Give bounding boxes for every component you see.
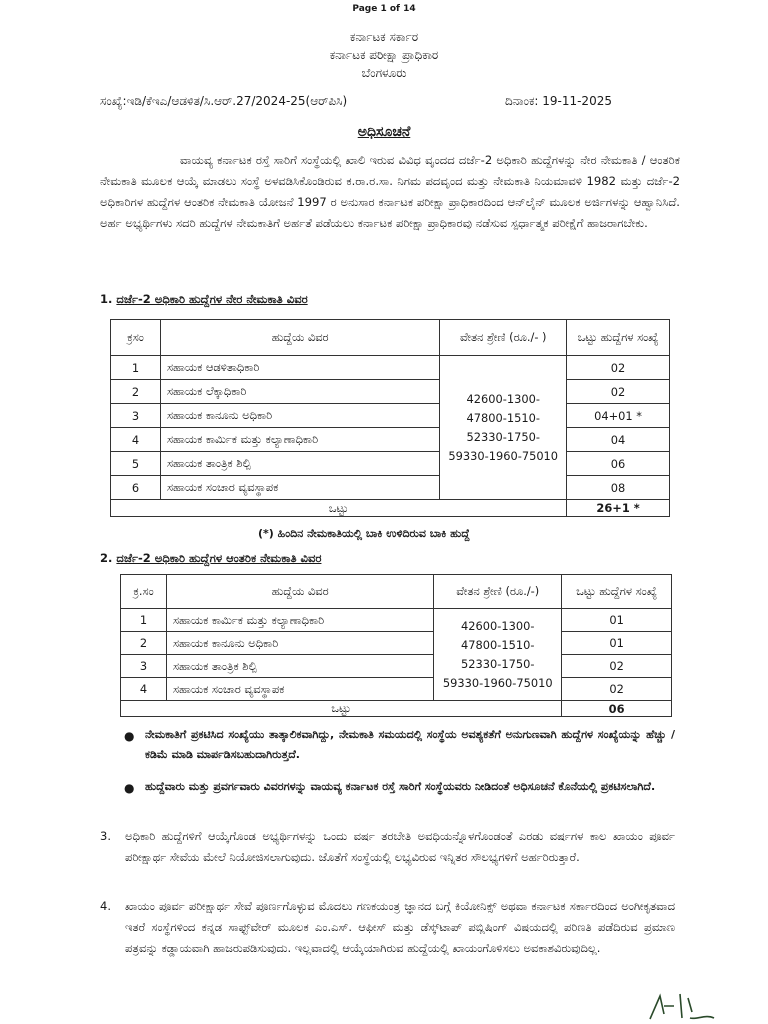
row-post: ಸಹಾಯಕ ತಾಂತ್ರಿಕ ಶಿಲ್ಪಿ <box>166 655 433 678</box>
table-total-row <box>111 500 670 517</box>
table-row <box>121 632 672 655</box>
authority-name: ಕರ್ನಾಟಕ ಪರೀಕ್ಷಾ ಪ್ರಾಧಿಕಾರ <box>329 48 439 62</box>
section2-number: 2. <box>100 551 113 565</box>
section1-title: ದರ್ಜೆ-2 ಅಧಿಕಾರಿ ಹುದ್ದೆಗಳ ನೇರ ನೇಮಕಾತಿ ವಿವರ <box>116 292 308 306</box>
pay-scale-line: 47800-1510- <box>466 410 540 425</box>
total-label: ಒಟ್ಟು <box>111 500 567 517</box>
col-header-post: ಹುದ್ದೆಯ ವಿವರ <box>160 320 439 356</box>
row-sno: 2 <box>111 380 161 404</box>
col-header-sno: ಕ್ರ.ಸಂ <box>121 575 167 609</box>
row-post: ಸಹಾಯಕ ಲೆಕ್ಕಾಧಿಕಾರಿ <box>160 380 439 404</box>
row-post: ಸಹಾಯಕ ಸಂಚಾರ ವ್ಯವಸ್ಥಾಪಕ <box>160 476 439 500</box>
table-row <box>111 428 670 452</box>
pay-scale-line: 59330-1960-75010 <box>448 448 559 463</box>
bullet-note-2: ಹುದ್ದೆವಾರು ಮತ್ತು ಪ್ರವರ್ಗವಾರು ವಿವರಗಳನ್ನು ವಾಯವ್ಯ ಕರ್ನಾಟಕ ರಸ್ತೆ ಸಾರಿಗೆ ಸಂಸ್ಥೆಯವರು ನೀಡಿದಂತೆ ಅಧಿಸೂಚನೆ ಕೊನೆಯಲ್ಲಿ ಪ್ರಕಟಿಸಲಾಗಿದೆ. <box>145 780 656 793</box>
row-post: ಸಹಾಯಕ ಕಾರ್ಮಿಕ ಮತ್ತು ಕಲ್ಯಾಣಾಧಿಕಾರಿ <box>166 609 433 632</box>
col-header-count: ಒಟ್ಟು ಹುದ್ದೆಗಳ ಸಂಖ್ಯೆ <box>567 320 670 356</box>
notification-date: ದಿನಾಂಕ: 19-11-2025 <box>505 94 612 108</box>
col-header-payscale: ವೇತನ ಶ್ರೇಣಿ (ರೂ./- ) <box>440 320 567 356</box>
table-row <box>121 655 672 678</box>
row-post: ಸಹಾಯಕ ತಾಂತ್ರಿಕ ಶಿಲ್ಪಿ <box>160 452 439 476</box>
row-sno: 3 <box>121 655 167 678</box>
col-header-payscale: ವೇತನ ಶ್ರೇಣಿ (ರೂ./-) <box>434 575 562 609</box>
internal-recruitment-table <box>120 574 672 717</box>
point4-text: ಖಾಯಂ ಪೂರ್ವ ಪರೀಕ್ಷಾರ್ಥ ಸೇವೆ ಪೂರ್ಣಗೊಳ್ಳುವ ಮೊದಲು ಗಣಕಯಂತ್ರ ಜ್ಞಾನದ ಬಗ್ಗೆ ಕಿಯೋನಿಕ್ಸ್ ಅಥವಾ ಕರ್ನಾಟಕ ಸರ್ಕಾರದಿಂದ ಅಂಗೀಕೃತವಾದ ಇತರೆ ಸಂಸ್ಥೆಗಳಿಂದ ಕನ್ನಡ ಸಾಫ್ಟ್‌ವೇರ್ ಮೂಲಕ ಎಂ.ಎಸ್. ಆಫೀಸ್ ಮತ್ತು ಡೆಸ್ಕ್‌ಟಾಪ್ ಪಬ್ಲಿಷಿಂಗ್ ವಿಷಯದಲ್ಲಿ ಪರಿಣತಿ ಪಡೆದಿರುವ ಪ್ರಮಾಣ ಪತ್ರವನ್ನು ಕಡ್ಡಾಯವಾಗಿ ಹಾಜರುಪಡಿಸುವುದು. ಇಲ್ಲವಾದಲ್ಲಿ ಆಯ್ಕೆಯಾಗಿರುವ ಹುದ್ದೆಯಲ್ಲಿ ಖಾಯಂಗೊಳಿಸಲು ಅವಕಾಶವಿರುವುದಿಲ್ಲ. <box>125 899 675 955</box>
table-row <box>121 609 672 632</box>
row-post: ಸಹಾಯಕ ಕಾನೂನು ಅಧಿಕಾರಿ <box>160 404 439 428</box>
section2-heading <box>100 551 321 566</box>
table-row <box>111 380 670 404</box>
row-count: 02 <box>567 356 670 380</box>
row-sno: 1 <box>111 356 161 380</box>
reference-number: ಸಂಖ್ಯೆ:ಇಡಿ/ಕೆಇಎ/ಆಡಳಿತ/ಸಿ.ಆರ್.27/2024-25(ಆರ್‌ಪಿಸಿ) <box>100 94 348 108</box>
pay-scale-line: 47800-1510- <box>461 637 535 652</box>
section2-title: ದರ್ಜೆ-2 ಅಧಿಕಾರಿ ಹುದ್ದೆಗಳ ಆಂತರಿಕ ನೇಮಕಾತಿ ವಿವರ <box>116 551 322 565</box>
row-sno: 4 <box>111 428 161 452</box>
pay-scale-line: 52330-1750- <box>461 656 535 671</box>
row-sno: 3 <box>111 404 161 428</box>
section1-heading <box>100 292 308 307</box>
intro-text: ವಾಯವ್ಯ ಕರ್ನಾಟಕ ರಸ್ತೆ ಸಾರಿಗೆ ಸಂಸ್ಥೆಯಲ್ಲಿ ಖಾಲಿ ಇರುವ ವಿವಿಧ ವೃಂದದ ದರ್ಜೆ-2 ಅಧಿಕಾರಿ ಹುದ್ದೆಗಳನ್ನು ನೇರ ನೇಮಕಾತಿ / ಆಂತರಿಕ ನೇಮಕಾತಿ ಮೂಲಕ ಆಯ್ಕೆ ಮಾಡಲು ಸಂಸ್ಥೆ ಅಳವಡಿಸಿಕೊಂಡಿರುವ ಕ.ರಾ.ರ.ಸಾ. ನಿಗಮ ಪದವೃಂದ ಮತ್ತು ನೇಮಕಾತಿ ನಿಯಮಾವಳಿ 1982 ಮತ್ತು ದರ್ಜೆ-2 ಅಧಿಕಾರಿಗಳ ಹುದ್ದೆಗಳ ಆಂತರಿಕ ನೇಮಕಾತಿ ಯೋಜನೆ 1997 ರ ಅನುಸಾರ ಕರ್ನಾಟಕ ಪರೀಕ್ಷಾ ಪ್ರಾಧಿಕಾರದಿಂದ ಆನ್‌ಲೈನ್ ಮೂಲಕ ಅರ್ಜಿಗಳನ್ನು ಆಹ್ವಾನಿಸಿದೆ. ಅರ್ಹ ಅಭ್ಯರ್ಥಿಗಳು ಸದರಿ ಹುದ್ದೆಗಳ ನೇಮಕಾತಿಗೆ ಅರ್ಹತೆ ಪಡೆಯಲು ಕರ್ನಾಟಕ ಪರೀಕ್ಷಾ ಪ್ರಾಧಿಕಾರವು ನಡೆಸುವ ಸ್ಪರ್ಧಾತ್ಮಕ ಪರೀಕ್ಷೆಗೆ ಹಾಜರಾಗಬೇಕು. <box>100 153 680 230</box>
pay-scale-cell <box>434 609 562 701</box>
pay-scale-line: 42600-1300- <box>461 618 535 633</box>
total-count: 26+1 * <box>567 500 670 517</box>
row-count: 04 <box>567 428 670 452</box>
row-count: 02 <box>562 655 672 678</box>
row-count: 04+01 * <box>567 404 670 428</box>
page-number: Page 1 of 14 <box>352 4 416 14</box>
row-sno: 1 <box>121 609 167 632</box>
table-header-row <box>111 320 670 356</box>
intro-paragraph <box>100 150 680 234</box>
pay-scale-line: 42600-1300- <box>466 391 540 406</box>
row-sno: 5 <box>111 452 161 476</box>
table-footnote: (*) ಹಿಂದಿನ ನೇಮಕಾತಿಯಲ್ಲಿ ಬಾಕಿ ಉಳಿದಿರುವ ಬಾಕಿ ಹುದ್ದೆ <box>258 527 470 540</box>
row-post: ಸಹಾಯಕ ಆಡಳಿತಾಧಿಕಾರಿ <box>160 356 439 380</box>
row-sno: 2 <box>121 632 167 655</box>
row-sno: 4 <box>121 678 167 701</box>
row-count: 08 <box>567 476 670 500</box>
pay-scale-line: 59330-1960-75010 <box>442 675 553 690</box>
direct-recruitment-table <box>110 319 670 517</box>
city-name: ಬೆಂಗಳೂರು <box>361 66 407 80</box>
table-row <box>111 476 670 500</box>
table-row <box>111 452 670 476</box>
table-header-row <box>121 575 672 609</box>
row-post: ಸಹಾಯಕ ಕಾರ್ಮಿಕ ಮತ್ತು ಕಲ್ಯಾಣಾಧಿಕಾರಿ <box>160 428 439 452</box>
signature-mark <box>630 984 720 1024</box>
point3-text: ಅಧಿಕಾರಿ ಹುದ್ದೆಗಳಿಗೆ ಆಯ್ಕೆಗೊಂಡ ಅಭ್ಯರ್ಥಿಗಳನ್ನು ಒಂದು ವರ್ಷ ತರಬೇತಿ ಅವಧಿಯನ್ನೊಳಗೊಂಡಂತೆ ಎರಡು ವರ್ಷಗಳ ಕಾಲ ಖಾಯಂ ಪೂರ್ವ ಪರೀಕ್ಷಾರ್ಥ ಸೇವೆಯ ಮೇಲೆ ನಿಯೋಜಿಸಲಾಗುವುದು. ಜೊತೆಗೆ ಸಂಸ್ಥೆಯಲ್ಲಿ ಲಭ್ಯವಿರುವ ಇನ್ನಿತರ ಸೌಲಭ್ಯಗಳಿಗೆ ಅರ್ಹರಿರುತ್ತಾರೆ. <box>125 829 675 864</box>
total-label: ಒಟ್ಟು <box>121 701 562 717</box>
table-total-row <box>121 701 672 717</box>
row-post: ಸಹಾಯಕ ಸಂಚಾರ ವ್ಯವಸ್ಥಾಪಕ <box>166 678 433 701</box>
row-count: 02 <box>567 380 670 404</box>
row-count: 06 <box>567 452 670 476</box>
row-sno: 6 <box>111 476 161 500</box>
bullet-icon: ● <box>124 781 135 795</box>
total-count: 06 <box>562 701 672 717</box>
col-header-count: ಒಟ್ಟು ಹುದ್ದೆಗಳ ಸಂಖ್ಯೆ <box>562 575 672 609</box>
bullet-icon: ● <box>124 729 135 743</box>
col-header-sno: ಕ್ರಸಂ <box>111 320 161 356</box>
pay-scale-cell <box>440 356 567 500</box>
row-count: 02 <box>562 678 672 701</box>
point3-number: 3. <box>100 829 111 843</box>
row-count: 01 <box>562 609 672 632</box>
table-row <box>121 678 672 701</box>
bullet-note-1: ನೇಮಕಾತಿಗೆ ಪ್ರಕಟಿಸಿದ ಸಂಖ್ಯೆಯು ತಾತ್ಕಾಲಿಕವಾಗಿದ್ದು, ನೇಮಕಾತಿ ಸಮಯದಲ್ಲಿ ಸಂಸ್ಥೆಯ ಅವಶ್ಯಕತೆಗೆ ಅನುಗುಣವಾಗಿ ಹುದ್ದೆಗಳ ಸಂಖ್ಯೆಯನ್ನು ಹೆಚ್ಚು / ಕಡಿಮೆ ಮಾಡಿ ಮಾರ್ಪಡಿಸಬಹುದಾಗಿರುತ್ತದೆ. <box>145 728 675 761</box>
pay-scale-line: 52330-1750- <box>466 429 540 444</box>
col-header-post: ಹುದ್ದೆಯ ವಿವರ <box>166 575 433 609</box>
table-row <box>111 404 670 428</box>
section1-number: 1. <box>100 292 113 306</box>
notification-title: ಅಧಿಸೂಚನೆ <box>357 124 411 140</box>
row-count: 01 <box>562 632 672 655</box>
govt-name: ಕರ್ನಾಟಕ ಸರ್ಕಾರ <box>349 30 419 44</box>
point4-number: 4. <box>100 899 111 913</box>
table-row <box>111 356 670 380</box>
row-post: ಸಹಾಯಕ ಕಾನೂನು ಅಧಿಕಾರಿ <box>166 632 433 655</box>
